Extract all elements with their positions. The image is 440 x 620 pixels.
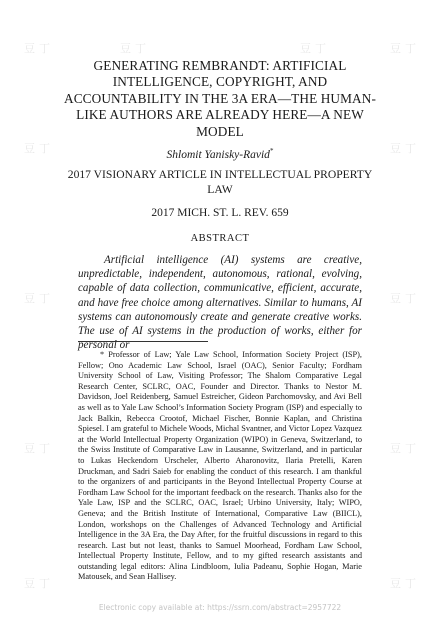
author-line [0, 147, 440, 161]
watermark: 豆丁 [24, 577, 54, 590]
abstract-text: Artificial intelligence (AI) systems are creative, unpredictable, independent, autonomous, rational, evolving, capable of data collection, communicative, efficient, accurate, and have free choice among alternatives. Similar to humans, AI systems can autonomously create and generate creative works. The use of AI systems in the production of works, either for personal or [78, 254, 362, 352]
watermark: 豆丁 [390, 577, 420, 590]
watermark: 豆丁 [390, 442, 420, 455]
watermark: 豆丁 [24, 42, 54, 55]
watermark: 豆丁 [24, 142, 54, 155]
article-subtitle: 2017 VISIONARY ARTICLE IN INTELLECTUAL PROPERTY LAW [67, 168, 373, 196]
watermark: 豆丁 [24, 442, 54, 455]
watermark: 豆丁 [300, 42, 330, 55]
footnote-text: * Professor of Law; Yale Law School, Information Society Project (ISP), Fellow; Ono Academic Law School, Israel (OAC), Senior Faculty; Fordham University School of Law, Visiting Professor; The Shalom Comparative Legal Research Center, SCLRC, OAC, Founder and Director. Thanks to Nestor M. Davidson, Joel Reidenberg, Samuel Estreicher, Gideon Parchomovsky, and Avi Bell as well as to Yale Law School’s Information Society Program (ISP) and especially to Jack Balkin, Rebecca Crootof, Michael Fischer, Bonnie Kaplan, and Christina Spiesel. I am grateful to Michele Woods, Michal Svantner, and Victor Lopez Vazquez at the World Intellectual Property Organization (WIPO) in Geneva, Switzerland, to the Swiss Institute of Comparative Law in Lausanne, Switzerland, and in particular to Lukas Heckendorn Urscheler, Alberto Aharonovitz, Ilaria Pretelli, Karen Druckman, and Sadri Saieb for enabling the conduct of this research. I am thankful to the organizers of and participants in the Beyond Intellectual Property Course at Fordham Law School for the important feedback on the research. Thanks also for the Yale Law, ISP and the SCLRC, OAC, Israel; Urbino University, Italy; WIPO, Geneva; and the British Institute of International, Comparative Law (BIICL), London, workshops on the Challenges of Advanced Technology and Artificial Intelligence in the 3A Era, the Day After, for the fruitful discussions in regard to this research. Last but not least, thanks to Samuel Moorhead, Fordham Law School, Intellectual Property Institute, Fellow, and to my gifted research assistants and outstanding legal editors: Alina Lindbloom, Iulia Padeanu, Sophie Hogan, Marie Matousek, and Sean Hallisey. [78, 350, 362, 582]
watermark: 豆丁 [120, 42, 150, 55]
watermark: 豆丁 [390, 42, 420, 55]
watermark: 豆丁 [24, 292, 54, 305]
citation: 2017 MICH. ST. L. REV. 659 [151, 207, 289, 219]
article-title: GENERATING REMBRANDT: ARTIFICIAL INTELLIGENCE, COPYRIGHT, AND ACCOUNTABILITY IN THE 3A ERA—THE HUMAN-LIKE AUTHORS ARE ALREADY HERE—A NEW MODEL [64, 58, 376, 139]
watermark: 豆丁 [390, 142, 420, 155]
ssrn-footer: Electronic copy available at: https://ssrn.com/abstract=2957722 [98, 603, 342, 612]
watermark: 豆丁 [390, 292, 420, 305]
author-name: Shlomit Yanisky-Ravid [166, 148, 270, 161]
footnote-divider [78, 341, 208, 342]
abstract-heading: ABSTRACT [190, 233, 250, 244]
author-footnote-mark[interactable]: * [269, 147, 274, 155]
